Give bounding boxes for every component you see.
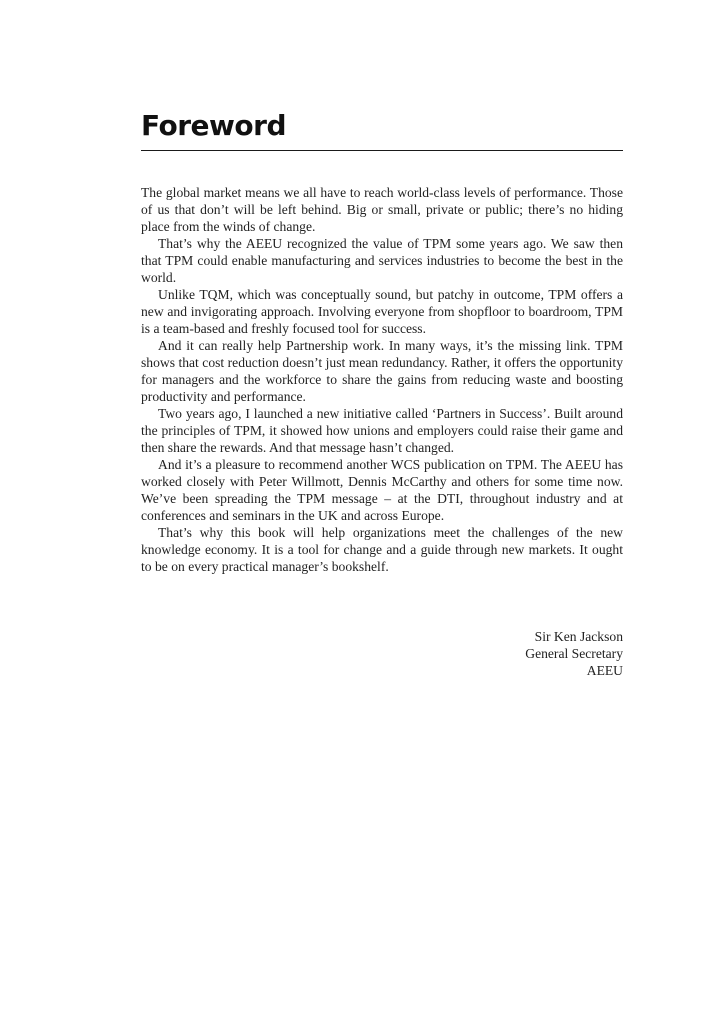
paragraph-3: Unlike TQM, which was conceptually sound, but patchy in outcome, TPM offers a new and invigorating approach. Involving everyone from shopfloor to boardroom, TPM is a team-based and freshly focused tool for success. xyxy=(141,287,623,336)
paragraph-5: Two years ago, I launched a new initiative called ‘Partners in Success’. Built around the principles of TPM, it showed how unions and employers could raise their game and then share the rewards. And that message hasn’t changed. xyxy=(141,406,623,455)
paragraph-7: That’s why this book will help organizations meet the challenges of the new knowledge economy. It is a tool for change and a guide through new markets. It ought to be on every practical manager’s bookshelf. xyxy=(141,525,623,574)
foreword-body xyxy=(141,184,623,575)
page-title: Foreword xyxy=(141,109,286,142)
title-rule xyxy=(141,150,623,151)
paragraph-6: And it’s a pleasure to recommend another WCS publication on TPM. The AEEU has worked closely with Peter Willmott, Dennis McCarthy and others for some time now. We’ve been spreading the TPM message – at the DTI, throughout industry and at conferences and seminars in the UK and across Europe. xyxy=(141,457,623,523)
paragraph-1: The global market means we all have to reach world-class levels of performance. Those of us that don’t will be left behind. Big or small, private or public; there’s no hiding place from the winds of change. xyxy=(141,185,623,234)
paragraph-4: And it can really help Partnership work. In many ways, it’s the missing link. TPM shows that cost reduction doesn’t just mean redundancy. Rather, it offers the opportunity for managers and the workforce to share the gains from reducing waste and boosting productivity and performance. xyxy=(141,338,623,404)
signature-organization: AEEU xyxy=(586,663,623,678)
signature-block xyxy=(141,628,623,679)
paragraph-2: That’s why the AEEU recognized the value of TPM some years ago. We saw then that TPM could enable manufacturing and services industries to become the best in the world. xyxy=(141,236,623,285)
signature-position: General Secretary xyxy=(525,646,623,661)
signature-name: Sir Ken Jackson xyxy=(534,629,623,644)
